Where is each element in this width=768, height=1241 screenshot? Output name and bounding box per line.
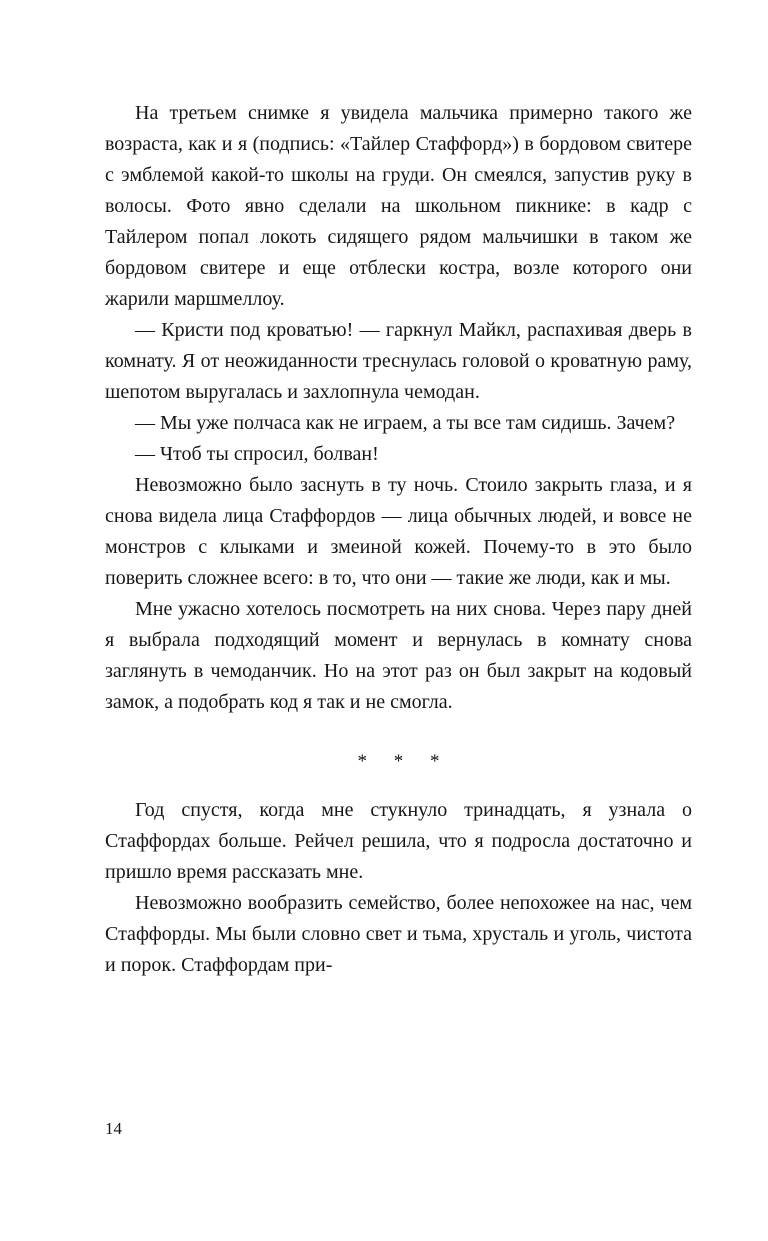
paragraph: Невозможно было заснуть в ту ночь. Стоило закрыть глаза, и я снова видела лица Стаффордов — лица обычных людей, и вовсе не монстров с клыками и змеиной кожей. Почему-то в это было поверить сложнее всего: в то, что они — такие же люди, как и мы. [105,474,692,589]
paragraph: — Кристи под кроватью! — гаркнул Майкл, распахивая дверь в комнату. Я от неожиданности треснулась головой о кроватную раму, шепотом выругалась и захлопнула чемодан. [105,319,692,403]
text-column [105,98,692,981]
page-number: 14 [105,1119,122,1138]
paragraph: — Мы уже полчаса как не играем, а ты все там сидишь. Зачем? [135,412,676,434]
paragraph: Мне ужасно хотелось посмотреть на них снова. Через пару дней я выбрала подходящий момент и вернулась в комнату снова заглянуть в чемоданчик. Но на этот раз он был закрыт на кодовый замок, а подобрать код я так и не смогла. [105,598,692,713]
paragraph: Год спустя, когда мне стукнуло тринадцать, я узнала о Стаффордах больше. Рейчел решила, что я подросла достаточно и пришло время рассказать мне. [105,799,692,883]
paragraph: — Чтоб ты спросил, болван! [135,443,379,465]
paragraph: На третьем снимке я увидела мальчика примерно такого же возраста, как и я (подпись: «Тайлер Стаффорд») в бордовом свитере с эмблемой какой-то школы на груди. Он смеялся, запустив руку в волосы. Фото явно сделали на школьном пикнике: в кадр с Тайлером попал локоть сидящего рядом мальчишки в таком же бордовом свитере и еще отблески костра, возле которого они жарили маршмеллоу. [105,102,692,310]
section-separator: * * * [357,751,451,772]
paragraph: Невозможно вообразить семейство, более непохожее на нас, чем Стаффорды. Мы были словно свет и тьма, хрусталь и уголь, чистота и порок. Стаффордам при- [105,892,692,976]
